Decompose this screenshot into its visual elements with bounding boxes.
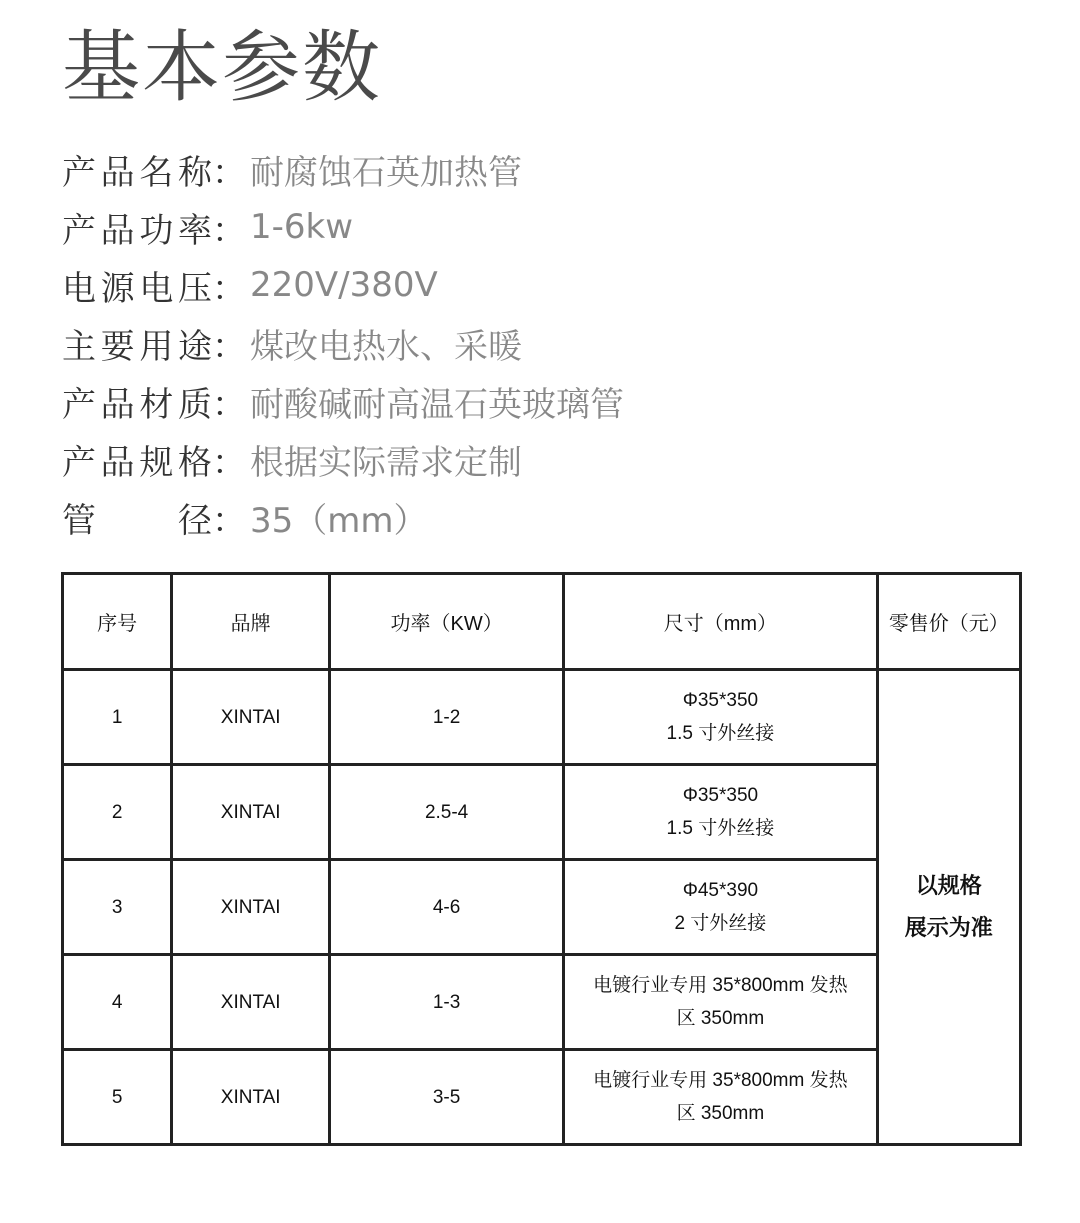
spec-key: 产品规格	[62, 442, 212, 483]
header-size: 尺寸（mm）	[564, 574, 877, 670]
spec-value: 1-6kw	[250, 207, 354, 247]
spec-separator: ：	[212, 268, 246, 309]
cell-size	[564, 860, 877, 955]
spec-separator: ：	[212, 500, 246, 541]
spec-row-diameter	[62, 488, 1022, 546]
cell-brand: XINTAI	[172, 1050, 330, 1145]
size-line-1: Φ45*390	[682, 880, 759, 901]
header-brand: 品牌	[172, 574, 330, 670]
header-power: 功率（KW）	[330, 574, 564, 670]
spec-value: 根据实际需求定制	[250, 442, 522, 483]
cell-brand: XINTAI	[172, 765, 330, 860]
cell-brand: XINTAI	[172, 670, 330, 765]
cell-price-note	[877, 670, 1020, 1145]
spec-value: 耐酸碱耐高温石英玻璃管	[250, 384, 624, 425]
header-no: 序号	[63, 574, 172, 670]
spec-value: 35（mm）	[250, 500, 428, 541]
spec-key: 产品功率	[62, 210, 212, 251]
cell-power: 3-5	[330, 1050, 564, 1145]
spec-value: 220V/380V	[250, 265, 438, 305]
spec-key: 产品名称	[62, 152, 212, 193]
spec-key: 管径	[62, 500, 212, 541]
spec-separator: ：	[212, 442, 246, 483]
size-line-1: 电镀行业专用 35*800mm 发热	[593, 1070, 848, 1091]
cell-no: 3	[63, 860, 172, 955]
parameter-table	[61, 572, 1022, 1146]
size-line-1: Φ35*350	[682, 690, 759, 711]
size-line-2: 1.5 寸外丝接	[666, 818, 775, 839]
size-line-1: 电镀行业专用 35*800mm 发热	[593, 975, 848, 996]
spec-row-specification	[62, 430, 1022, 488]
spec-row-voltage	[62, 256, 1022, 314]
table-header-row	[63, 574, 1021, 670]
cell-size	[564, 955, 877, 1050]
spec-value: 耐腐蚀石英加热管	[250, 152, 522, 193]
cell-power: 1-3	[330, 955, 564, 1050]
spec-value: 煤改电热水、采暖	[250, 326, 522, 367]
size-line-2: 区 350mm	[676, 1008, 765, 1029]
cell-power: 2.5-4	[330, 765, 564, 860]
cell-size	[564, 765, 877, 860]
cell-no: 2	[63, 765, 172, 860]
cell-no: 1	[63, 670, 172, 765]
table-row	[63, 670, 1021, 765]
spec-row-material	[62, 372, 1022, 430]
size-line-2: 1.5 寸外丝接	[666, 723, 775, 744]
table-row	[63, 955, 1021, 1050]
table-row	[63, 765, 1021, 860]
header-price: 零售价（元）	[877, 574, 1020, 670]
spec-row-usage	[62, 314, 1022, 372]
spec-separator: ：	[212, 326, 246, 367]
table-row	[63, 860, 1021, 955]
cell-no: 5	[63, 1050, 172, 1145]
cell-brand: XINTAI	[172, 860, 330, 955]
cell-power: 4-6	[330, 860, 564, 955]
spec-separator: ：	[212, 384, 246, 425]
size-line-2: 2 寸外丝接	[674, 913, 767, 934]
spec-key: 产品材质	[62, 384, 212, 425]
price-note-line-1: 以规格	[915, 873, 982, 898]
spec-row-power	[62, 198, 1022, 256]
price-note-line-2: 展示为准	[904, 915, 993, 940]
spec-row-product-name	[62, 140, 1022, 198]
page-title: 基本参数	[62, 23, 383, 113]
spec-key: 主要用途	[62, 326, 212, 367]
table-row	[63, 1050, 1021, 1145]
spec-list	[62, 140, 1022, 546]
cell-no: 4	[63, 955, 172, 1050]
size-line-2: 区 350mm	[676, 1103, 765, 1124]
size-line-1: Φ35*350	[682, 785, 759, 806]
spec-separator: ：	[212, 210, 246, 251]
cell-size	[564, 670, 877, 765]
cell-power: 1-2	[330, 670, 564, 765]
spec-key: 电源电压	[62, 268, 212, 309]
spec-separator: ：	[212, 152, 246, 193]
cell-brand: XINTAI	[172, 955, 330, 1050]
cell-size	[564, 1050, 877, 1145]
